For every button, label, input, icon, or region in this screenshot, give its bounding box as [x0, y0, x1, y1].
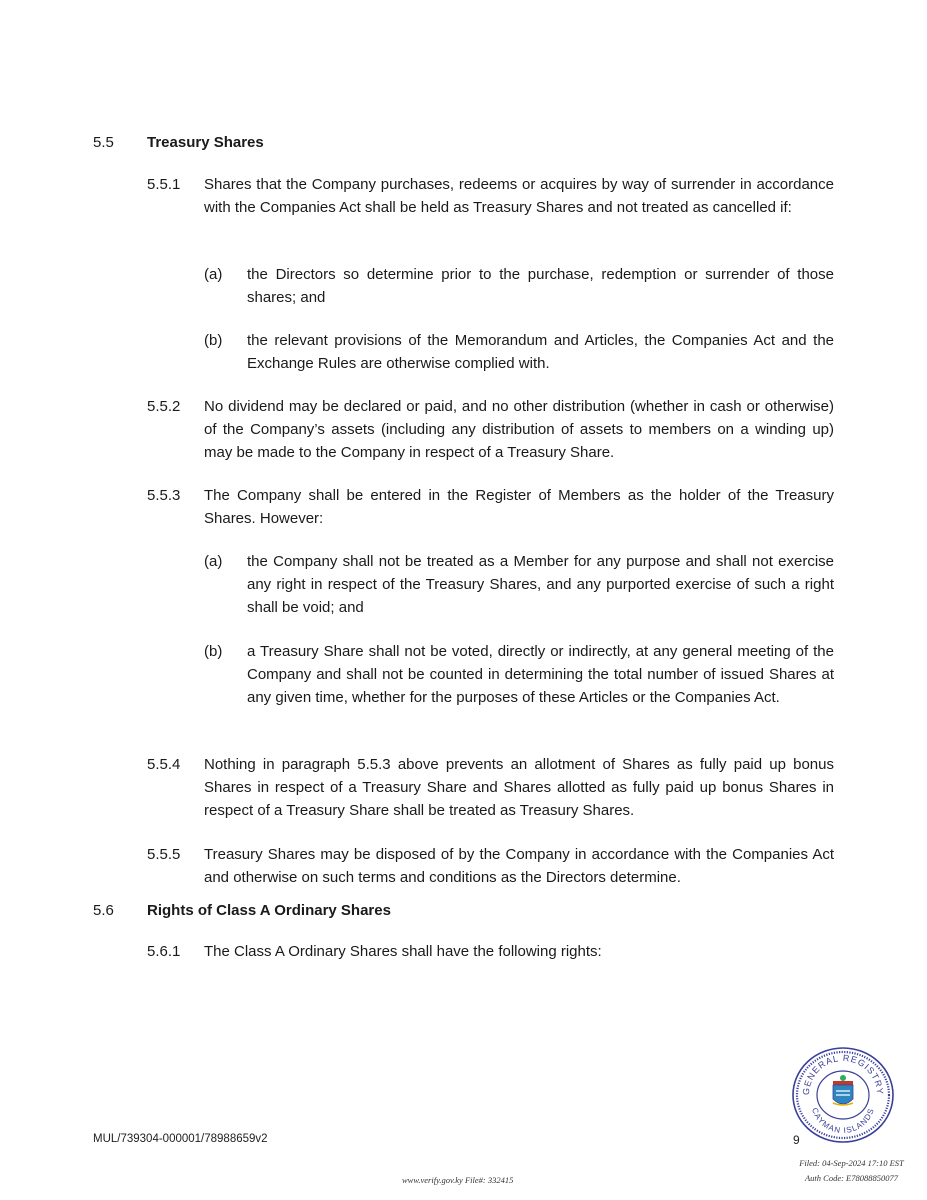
section-5-6-number: 5.6: [93, 902, 114, 919]
clause-5-5-1-a-label: (a): [204, 266, 223, 283]
clause-5-5-3-text: The Company shall be entered in the Register of Members as the holder of the Treasury Shares. However:: [204, 487, 834, 528]
clause-5-5-2-number: 5.5.2: [147, 398, 181, 415]
clause-5-5-1-a-text: the Directors so determine prior to the purchase, redemption or surrender of those shares; and: [247, 266, 834, 307]
clause-5-5-1-text: Shares that the Company purchases, redeems or acquires by way of surrender in accordance with the Companies Act shall be held as Treasury Shares and not treated as cancelled if:: [204, 176, 834, 217]
seal-icon: [789, 1045, 897, 1145]
clause-5-5-5-text: Treasury Shares may be disposed of by the Company in accordance with the Companies Act and otherwise on such terms and conditions as the Directors determine.: [204, 846, 834, 887]
seal-top-text: GENERAL REGISTRY: [800, 1052, 886, 1096]
section-5-5-number: 5.5: [93, 134, 114, 151]
clause-5-5-3-b-label: (b): [204, 643, 223, 660]
clause-5-6-1-number: 5.6.1: [147, 943, 181, 960]
clause-5-6-1-text: The Class A Ordinary Shares shall have the following rights:: [204, 943, 602, 960]
clause-5-5-1-b-label: (b): [204, 332, 223, 349]
clause-5-5-3-a-text: the Company shall not be treated as a Member for any purpose and shall not exercise any right in respect of the Treasury Shares, and any purported exercise of such a right shall be void; and: [247, 553, 834, 617]
clause-5-5-3-a-label: (a): [204, 553, 223, 570]
filed-stamp: Filed: 04-Sep-2024 17:10 EST: [799, 1158, 904, 1168]
document-reference: MUL/739304-000001/78988659v2: [93, 1133, 268, 1145]
page-number: 9: [793, 1133, 800, 1147]
verify-link[interactable]: www.verify.gov.ky File#: 332415: [402, 1175, 514, 1185]
clause-5-5-1-b-text: the relevant provisions of the Memorandum and Articles, the Companies Act and the Exchange Rules are otherwise complied with.: [247, 332, 834, 373]
general-registry-seal: [789, 1045, 897, 1150]
clause-5-5-2-text: No dividend may be declared or paid, and no other distribution (whether in cash or otherwise) of the Company’s assets (including any distribution of assets to members on a winding up) may be made to the Company in respect of a Treasury Share.: [204, 398, 834, 462]
clause-5-5-3-number: 5.5.3: [147, 487, 181, 504]
clause-5-5-1-number: 5.5.1: [147, 176, 181, 193]
section-5-6-title: Rights of Class A Ordinary Shares: [147, 902, 391, 919]
auth-code: Auth Code: E78088850077: [804, 1173, 899, 1183]
section-5-5-title: Treasury Shares: [147, 134, 264, 151]
clause-5-5-3-b-text: a Treasury Share shall not be voted, directly or indirectly, at any general meeting of the Company and shall not be counted in determining the total number of issued Shares at any given time, whether for the purposes of these Articles or the Companies Act.: [247, 643, 834, 707]
clause-5-5-4-number: 5.5.4: [147, 756, 181, 773]
seal-bottom-text: CAYMAN ISLANDS: [809, 1106, 877, 1136]
clause-5-5-4-text: Nothing in paragraph 5.5.3 above prevents an allotment of Shares as fully paid up bonus Shares in respect of a Treasury Share and Shares allotted as fully paid up bonus Shares in respect of a Treasury Share shall be treated as Treasury Shares.: [204, 756, 834, 820]
clause-5-5-5-number: 5.5.5: [147, 846, 181, 863]
